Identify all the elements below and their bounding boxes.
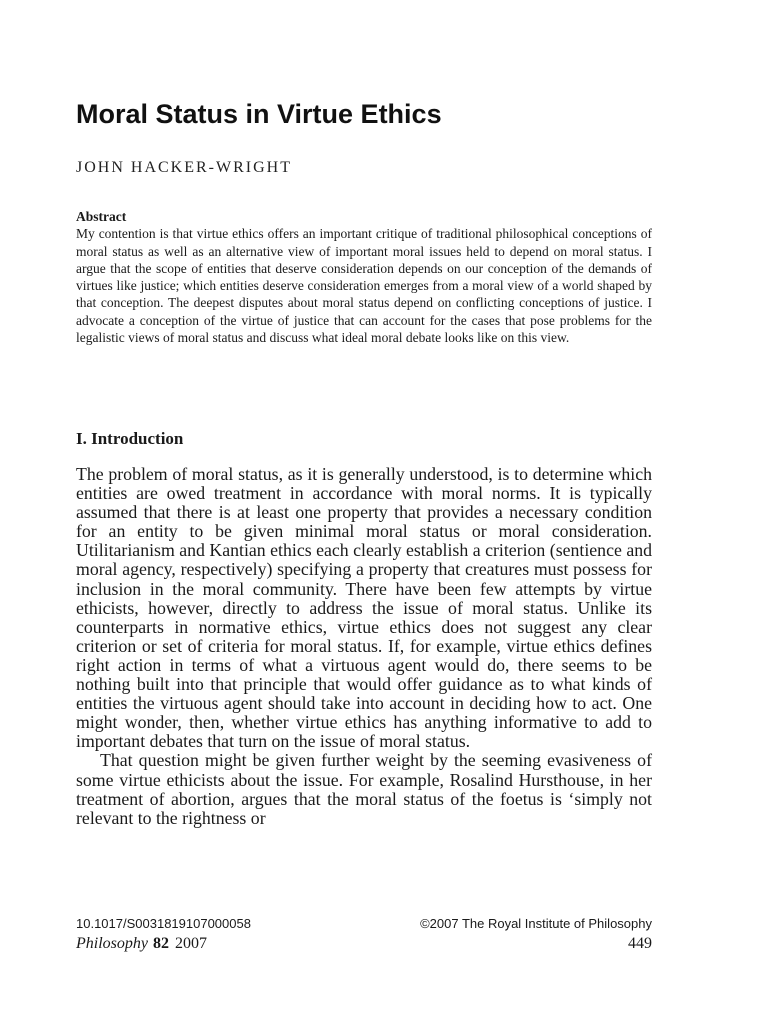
journal-year: 2007 (175, 935, 207, 952)
article-title: Moral Status in Virtue Ethics (76, 99, 442, 129)
body-paragraph: That question might be given further weight by the seeming evasiveness of some virtue ethicists about the issue. For example, Rosalind Hursthouse, in her treatment of abortion, argues that the moral status of the foetus is ‘simply not relevant to the rightness or (76, 750, 652, 828)
footer-journal-citation (76, 934, 207, 954)
journal-name: Philosophy (76, 935, 148, 952)
abstract-block (76, 208, 652, 346)
section-heading: I. Introduction (76, 429, 184, 448)
abstract-text: My contention is that virtue ethics offers an important critique of traditional philosophical conceptions of moral status as well as an alternative view of important moral issues held to depend on moral status. I argue that the scope of entities that deserve consideration depends on our conception of the demands of virtues like justice; which entities deserve consideration emerges from a moral view of a world shaped by that conception. The deepest disputes about moral status depend on conflicting conceptions of justice. I advocate a conception of the virtue of justice that can account for the cases that pose problems for the legalistic views of moral status and discuss what ideal moral debate looks like on this view. (76, 226, 652, 346)
journal-page (76, 0, 652, 1024)
abstract-heading: Abstract (76, 209, 127, 224)
body-text (76, 465, 652, 828)
journal-volume: 82 (153, 935, 169, 952)
article-author: JOHN HACKER-WRIGHT (76, 159, 292, 176)
body-paragraph: The problem of moral status, as it is generally understood, is to determine which entities are owed treatment in accordance with moral norms. It is typically assumed that there is at least one property that provides a necessary condition for an entity to be given minimal moral status or moral consideration. Utilitarianism and Kantian ethics each clearly establish a criterion (sentience and moral agency, respectively) specifying a property that creatures must possess for inclusion in the moral community. There have been few attempts by virtue ethicists, however, directly to address the issue of moral status. Unlike its counterparts in normative ethics, virtue ethics does not suggest any clear criterion or set of criteria for moral status. If, for example, virtue ethics defines right action in terms of what a virtuous agent would do, there seems to be nothing built into that principle that would offer guidance as to what kinds of entities the virtuous agent should take into account in deciding how to act. One might wonder, then, whether virtue ethics has anything informative to add to important debates that turn on the issue of moral status. (76, 464, 652, 752)
footer-copyright: ©2007 The Royal Institute of Philosophy (420, 916, 652, 931)
page-number: 449 (628, 935, 652, 952)
footer-doi: 10.1017/S0031819107000058 (76, 916, 251, 931)
